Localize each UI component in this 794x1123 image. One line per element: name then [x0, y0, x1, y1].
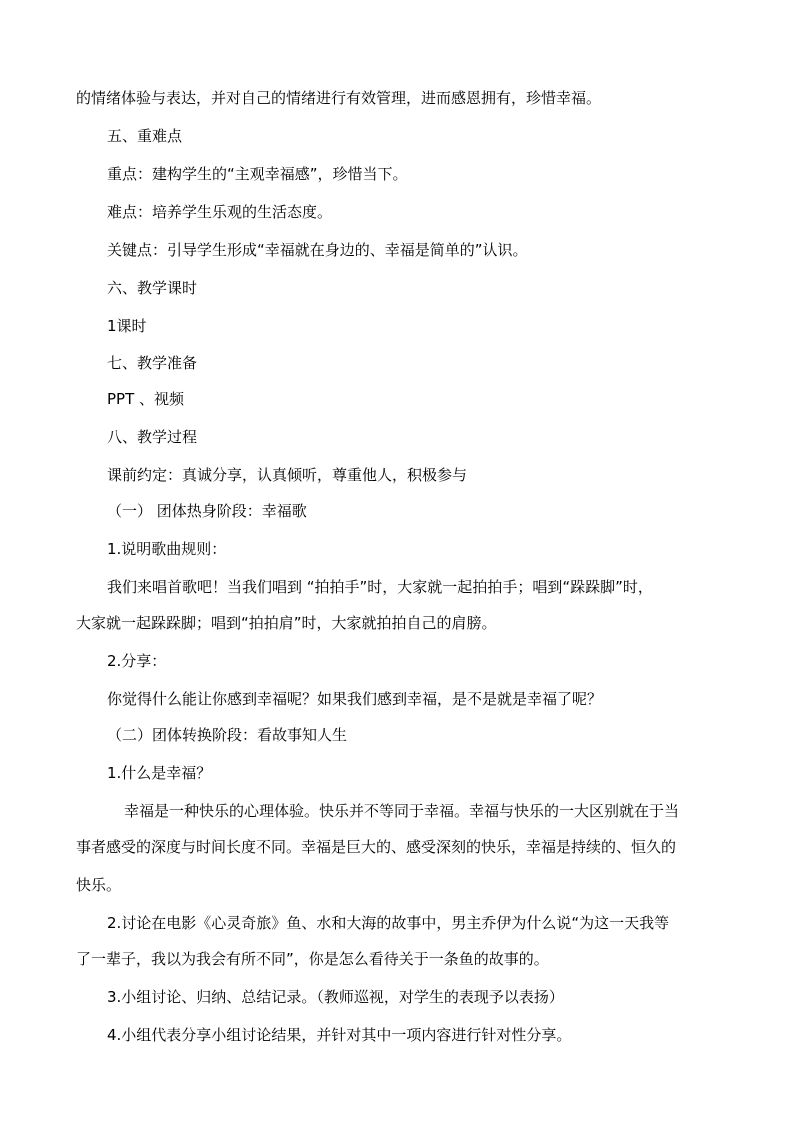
group-discussion-item: 3.小组讨论、归纳、总结记录。（教师巡视，对学生的表现予以表扬） [107, 988, 564, 1006]
section-heading-teaching-process: 八、教学过程 [107, 428, 198, 446]
difficult-point-text: 难点：培养学生乐观的生活态度。 [107, 203, 333, 221]
song-rules-paragraph-line-1: 我们来唱首歌吧！当我们唱到 “拍拍手”时，大家就一起拍拍手；唱到“跺跺脚”时， [107, 578, 653, 596]
section-heading-preparation: 七、教学准备 [107, 354, 198, 372]
share-item: 2.分享： [107, 652, 167, 670]
preparation-text: PPT 、视频 [107, 390, 185, 408]
what-is-happiness-item: 1.什么是幸福？ [107, 764, 212, 782]
key-point-text: 重点：建构学生的“主观幸福感”，珍惜当下。 [107, 165, 408, 183]
section-heading-class-hours: 六、教学课时 [107, 279, 198, 297]
happiness-definition-line-1: 幸福是一种快乐的心理体验。快乐并不等同于幸福。幸福与快乐的一大区别就在于当 [124, 802, 680, 820]
movie-discussion-line-1: 2.讨论在电影《心灵奇旅》鱼、水和大海的故事中，男主乔伊为什么说“为这一天我等 [107, 914, 670, 932]
stage-two-heading: （二）团体转换阶段：看故事知人生 [107, 726, 348, 744]
share-question-text: 你觉得什么能让你感到幸福呢？如果我们感到幸福，是不是就是幸福了呢？ [107, 690, 603, 708]
song-rules-item: 1.说明歌曲规则： [107, 540, 227, 558]
happiness-definition-line-3: 快乐。 [76, 876, 122, 894]
pre-class-agreement-text: 课前约定：真诚分享，认真倾听，尊重他人，积极参与 [107, 466, 468, 484]
section-heading-key-difficult-points: 五、重难点 [107, 127, 183, 145]
class-hours-text: 1课时 [107, 317, 147, 335]
group-representative-share-item: 4.小组代表分享小组讨论结果，并针对其中一项内容进行针对性分享。 [107, 1026, 572, 1044]
happiness-definition-line-2: 事者感受的深度与时间长度不同。幸福是巨大的、感受深刻的快乐，幸福是持续的、恒久的 [76, 838, 677, 856]
stage-one-heading: （一） 团体热身阶段：幸福歌 [107, 502, 307, 520]
movie-discussion-line-2: 了一辈子，我以为我会有所不同”，你是怎么看待关于一条鱼的故事的。 [76, 950, 549, 968]
song-rules-paragraph-line-2: 大家就一起跺跺脚；唱到“拍拍肩”时，大家就拍拍自己的肩膀。 [76, 614, 497, 632]
paragraph-continuation: 的情绪体验与表达，并对自己的情绪进行有效管理，进而感恩拥有，珍惜幸福。 [76, 89, 602, 107]
crucial-point-text: 关键点：引导学生形成“幸福就在身边的、幸福是简单的”认识。 [107, 241, 528, 259]
